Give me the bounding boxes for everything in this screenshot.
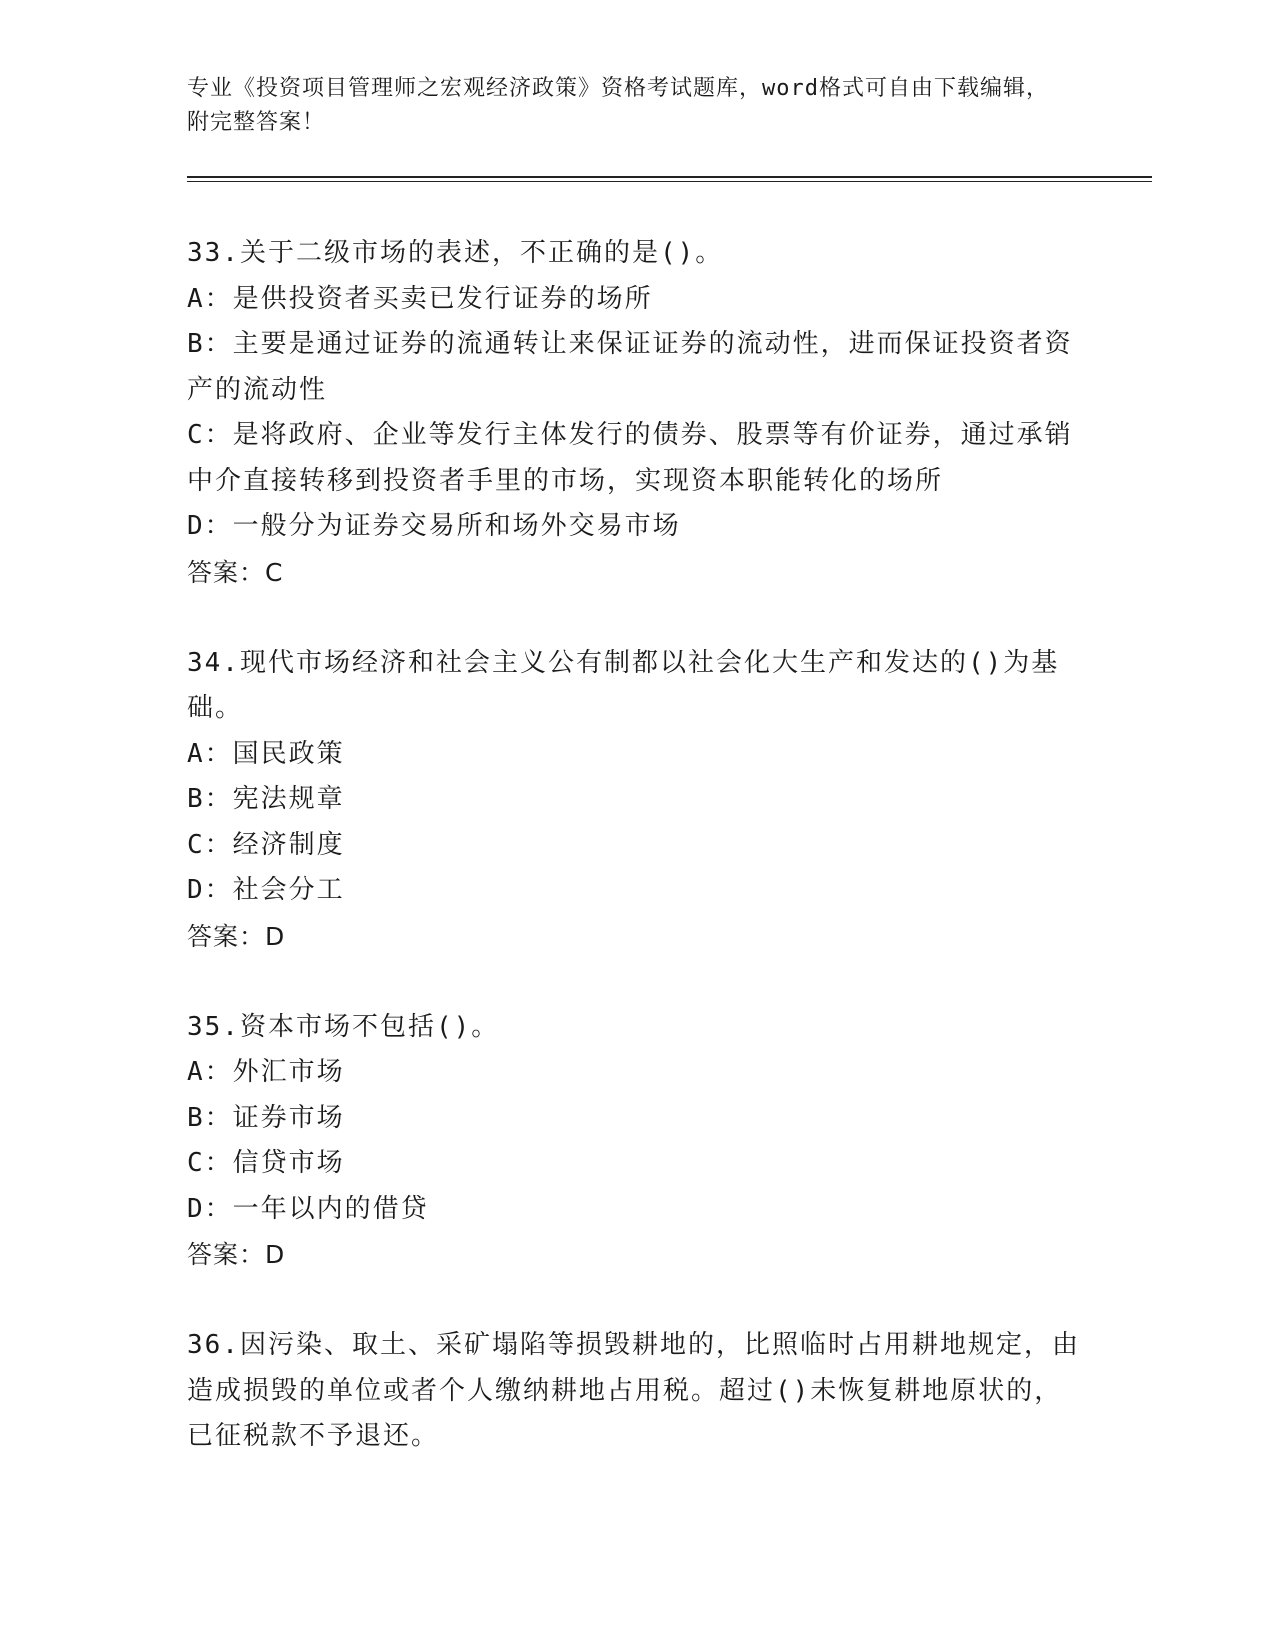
- option-b: B：宪法规章: [187, 784, 345, 814]
- option-a: A：是供投资者买卖已发行证券的场所: [187, 283, 653, 314]
- question-list: [187, 231, 1087, 1505]
- document-header: 专业《投资项目管理师之宏观经济政策》资格考试题库，word格式可自由下载编辑，附完整答案！: [187, 76, 1049, 135]
- option-c: C：经济制度: [187, 829, 345, 860]
- header-rule-thick: [187, 176, 1152, 178]
- answer: 答案：D: [187, 1240, 286, 1269]
- question-36: [187, 1323, 1087, 1460]
- option-d: D：社会分工: [187, 875, 345, 905]
- option-b: B：证券市场: [187, 1102, 345, 1133]
- option-c: C：信贷市场: [187, 1148, 345, 1178]
- question-35: [187, 1005, 1087, 1278]
- question-stem: 36.因污染、取土、采矿塌陷等损毁耕地的，比照临时占用耕地规定，由造成损毁的单位或者个人缴纳耕地占用税。超过()未恢复耕地原状的，已征税款不予退还。: [187, 1330, 1080, 1451]
- option-d: D：一般分为证券交易所和场外交易市场: [187, 511, 681, 541]
- question-stem: 33.关于二级市场的表述，不正确的是()。: [187, 238, 724, 268]
- question-33: [187, 231, 1087, 595]
- question-stem: 35.资本市场不包括()。: [187, 1011, 500, 1042]
- option-d: D：一年以内的借贷: [187, 1193, 429, 1224]
- option-c: C：是将政府、企业等发行主体发行的债券、股票等有价证券，通过承销中介直接转移到投资者手里的市场，实现资本职能转化的场所: [187, 420, 1073, 496]
- option-a: A：外汇市场: [187, 1057, 345, 1087]
- question-stem: 34.现代市场经济和社会主义公有制都以社会化大生产和发达的()为基础。: [187, 647, 1060, 723]
- answer: 答案：C: [187, 557, 284, 587]
- answer: 答案：D: [187, 921, 286, 951]
- question-34: [187, 641, 1087, 960]
- option-a: A：国民政策: [187, 738, 345, 769]
- header-rule-thin: [187, 181, 1152, 182]
- option-b: B：主要是通过证券的流通转让来保证证券的流动性，进而保证投资者资产的流动性: [187, 329, 1073, 405]
